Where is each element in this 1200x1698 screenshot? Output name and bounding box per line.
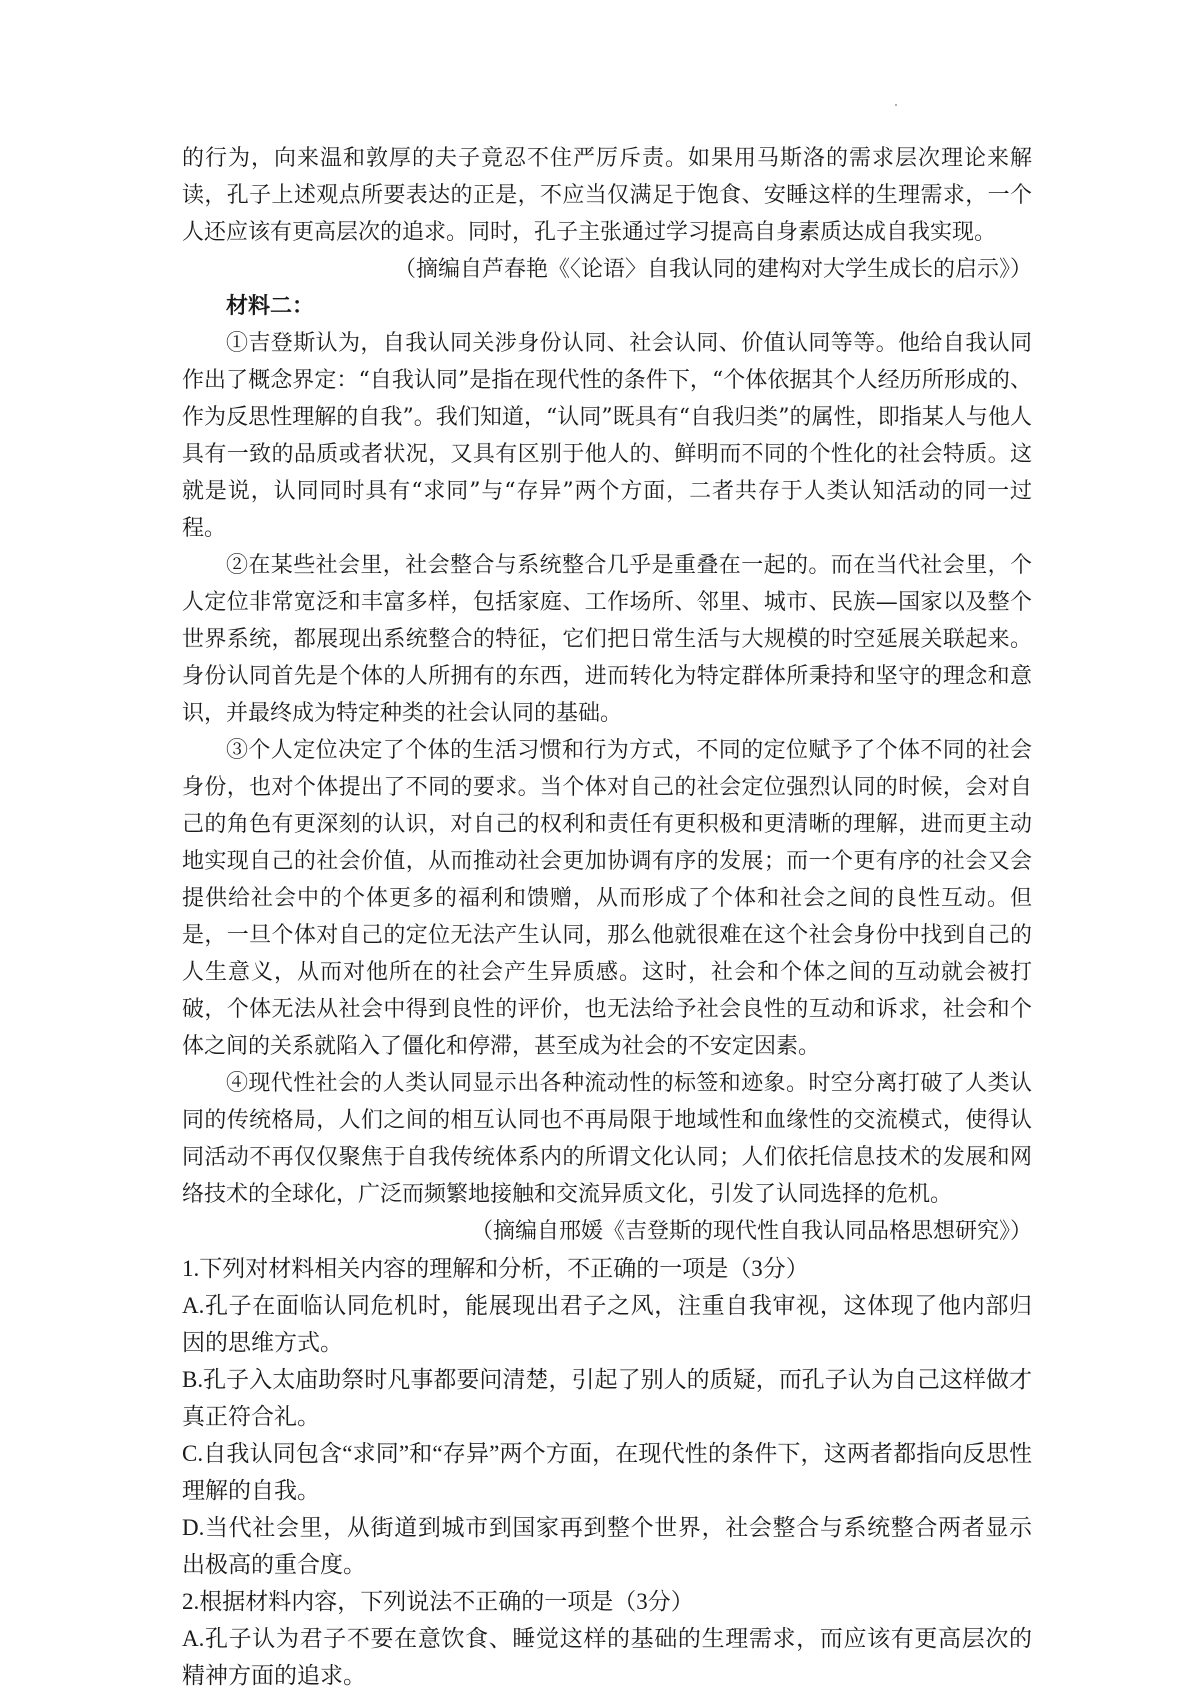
- question-2-option-a: A.孔子认为君子不要在意饮食、睡觉这样的基础的生理需求，而应该有更高层次的精神方面的追求。: [182, 1626, 1032, 1688]
- material1-source: （摘编自芦春艳《〈论语〉自我认同的建构对大学生成长的启示》）: [393, 257, 1032, 282]
- material2-paragraph-2: ②在某些社会里，社会整合与系统整合几乎是重叠在一起的。而在当代社会里，个人定位非常宽泛和丰富多样，包括家庭、工作场所、邻里、城市、民族—国家以及整个世界系统，都展现出系统整合的特征，它们把日常生活与大规模的时空延展关联起来。身份认同首先是个体的人所拥有的东西，进而转化为特定群体所秉持和坚守的理念和意识，并最终成为特定种类的社会认同的基础。: [182, 553, 1032, 726]
- material2-paragraph-4: ④现代性社会的人类认同显示出各种流动性的标签和迹象。时空分离打破了人类认同的传统格局，人们之间的相互认同也不再局限于地域性和血缘性的交流模式，使得认同活动不再仅仅聚焦于自我传统体系内的所谓文化认同；人们依托信息技术的发展和网络技术的全球化，广泛而频繁地接触和交流异质文化，引发了认同选择的危机。: [182, 1071, 1032, 1207]
- document-page: [182, 140, 1032, 1694]
- question-1-option-d: D.当代社会里，从街道到城市到国家再到整个世界，社会整合与系统整合两者显示出极高的重合度。: [182, 1515, 1032, 1577]
- material2-paragraph-3: ③个人定位决定了个体的生活习惯和行为方式，不同的定位赋予了个体不同的社会身份，也对个体提出了不同的要求。当个体对自己的社会定位强烈认同的时候，会对自己的角色有更深刻的认识，对自己的权利和责任有更积极和更清晰的理解，进而更主动地实现自己的社会价值，从而推动社会更加协调有序的发展；而一个更有序的社会又会提供给社会中的个体更多的福利和馈赠，从而形成了个体和社会之间的良性互动。但是，一旦个体对自己的定位无法产生认同，那么他就很难在这个社会身份中找到自己的人生意义，从而对他所在的社会产生异质感。这时，社会和个体之间的互动就会被打破，个体无法从社会中得到良性的评价，也无法给予社会良性的互动和诉求，社会和个体之间的关系就陷入了僵化和停滞，甚至成为社会的不安定因素。: [182, 738, 1032, 1059]
- scan-speck-top: [895, 104, 897, 106]
- material1-tail: 的行为，向来温和敦厚的夫子竟忍不住严厉斥责。如果用马斯洛的需求层次理论来解读，孔子上述观点所要表达的正是，不应当仅满足于饱食、安睡这样的生理需求，一个人还应该有更高层次的追求。同时，孔子主张通过学习提高自身素质达成自我实现。: [182, 146, 1032, 245]
- question-1-stem: 1.下列对材料相关内容的理解和分析，不正确的一项是（3分）: [182, 1256, 809, 1281]
- question-1-option-b: B.孔子入太庙助祭时凡事都要问清楚，引起了别人的质疑，而孔子认为自己这样做才真正符合礼。: [182, 1367, 1032, 1429]
- material2-source: （摘编自邢媛《吉登斯的现代性自我认同品格思想研究》）: [470, 1219, 1032, 1244]
- question-1-option-a: A.孔子在面临认同危机时，能展现出君子之风，注重自我审视，这体现了他内部归因的思维方式。: [182, 1293, 1032, 1355]
- material2-paragraph-1: ①吉登斯认为，自我认同关涉身份认同、社会认同、价值认同等等。他给自我认同作出了概念界定：“自我认同”是指在现代性的条件下，“个体依据其个人经历所形成的、作为反思性理解的自我”。我们知道，“认同”既具有“自我归类”的属性，即指某人与他人具有一致的品质或者状况，又具有区别于他人的、鲜明而不同的个性化的社会特质。这就是说，认同同时具有“求同”与“存异”两个方面，二者共存于人类认知活动的同一过程。: [182, 331, 1032, 541]
- question-1-option-c: C.自我认同包含“求同”和“存异”两个方面，在现代性的条件下，这两者都指向反思性理解的自我。: [182, 1441, 1032, 1503]
- question-2-stem: 2.根据材料内容，下列说法不正确的一项是（3分）: [182, 1589, 694, 1614]
- material2-heading: 材料二：: [226, 294, 315, 319]
